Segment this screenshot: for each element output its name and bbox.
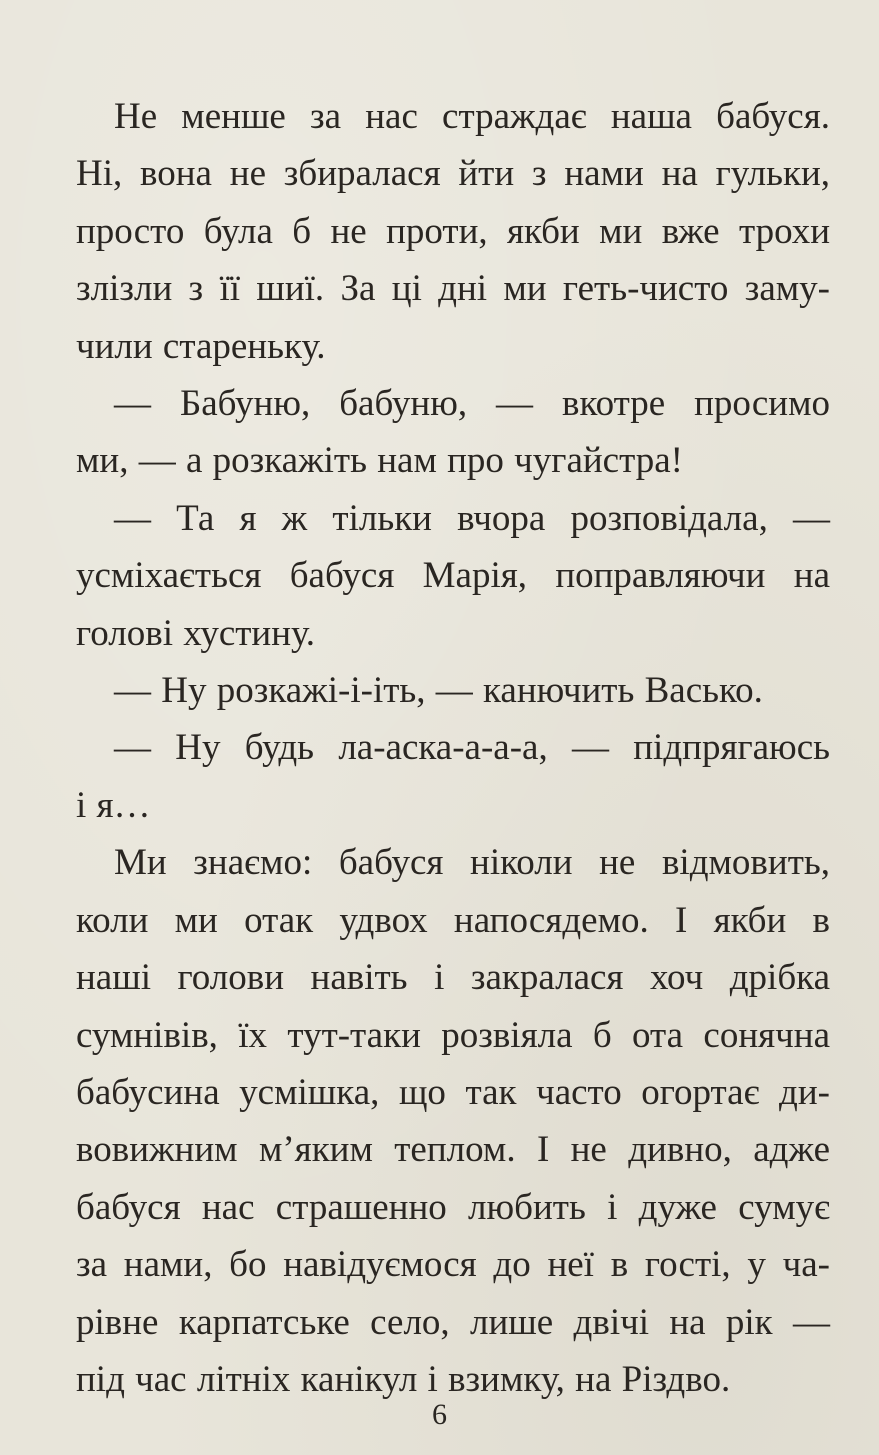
text-line: сумнівів, їх тут-таки розвіяла б ота сонячна — [76, 1014, 830, 1056]
text-line: злізли з її шиї. За ці дні ми геть-чисто заму- — [76, 268, 830, 310]
page-number: 6 — [432, 1398, 447, 1431]
text-line: — Ну будь ла-аска-а-а-а, — підпрягаюсь — [114, 727, 830, 769]
text-line: Ні, вона не збиралася йти з нами на гульки, — [76, 153, 830, 195]
paragraph — [76, 490, 830, 662]
text-line: Ми знаємо: бабуся ніколи не відмовить, — [114, 842, 830, 884]
text-line: усміхається бабуся Марія, поправляючи на — [76, 555, 830, 597]
paragraph — [76, 662, 830, 719]
text-line: — Ну розкажі-і-іть, — канючить Васько. — [114, 670, 763, 712]
text-line: чили стареньку. — [76, 325, 326, 367]
text-line: коли ми отак удвох напосядемо. І якби в — [76, 899, 830, 941]
text-line: під час літніх канікул і взимку, на Різдво. — [76, 1358, 731, 1400]
text-line: за нами, бо навідуємося до неї в гості, у ча- — [76, 1244, 830, 1286]
text-line: рівне карпатське село, лише двічі на рік — — [76, 1301, 830, 1343]
paragraph — [76, 375, 830, 490]
text-line: бабуся нас страшенно любить і дуже сумує — [76, 1186, 830, 1228]
text-line: — Та я ж тільки вчора розповідала, — — [114, 497, 830, 539]
body-text — [76, 88, 830, 1408]
text-line: Не менше за нас страждає наша бабуся. — [114, 96, 830, 137]
text-line: наші голови навіть і закралася хоч дрібка — [76, 957, 830, 999]
paragraph — [76, 834, 830, 1408]
text-line: — Бабуню, бабуню, — вкотре просимо — [114, 383, 830, 425]
text-line: голові хустину. — [76, 612, 316, 654]
text-line: бабусина усмішка, що так часто огортає ди- — [76, 1071, 830, 1113]
text-line: просто була б не проти, якби ми вже трохи — [76, 210, 830, 252]
paragraph — [76, 719, 830, 834]
text-line: ми, — а розкажіть нам про чугайстра! — [76, 440, 683, 482]
paragraph — [76, 88, 830, 375]
text-line: і я… — [76, 784, 151, 826]
text-line: вовижним м’яким теплом. І не дивно, адже — [76, 1129, 830, 1171]
